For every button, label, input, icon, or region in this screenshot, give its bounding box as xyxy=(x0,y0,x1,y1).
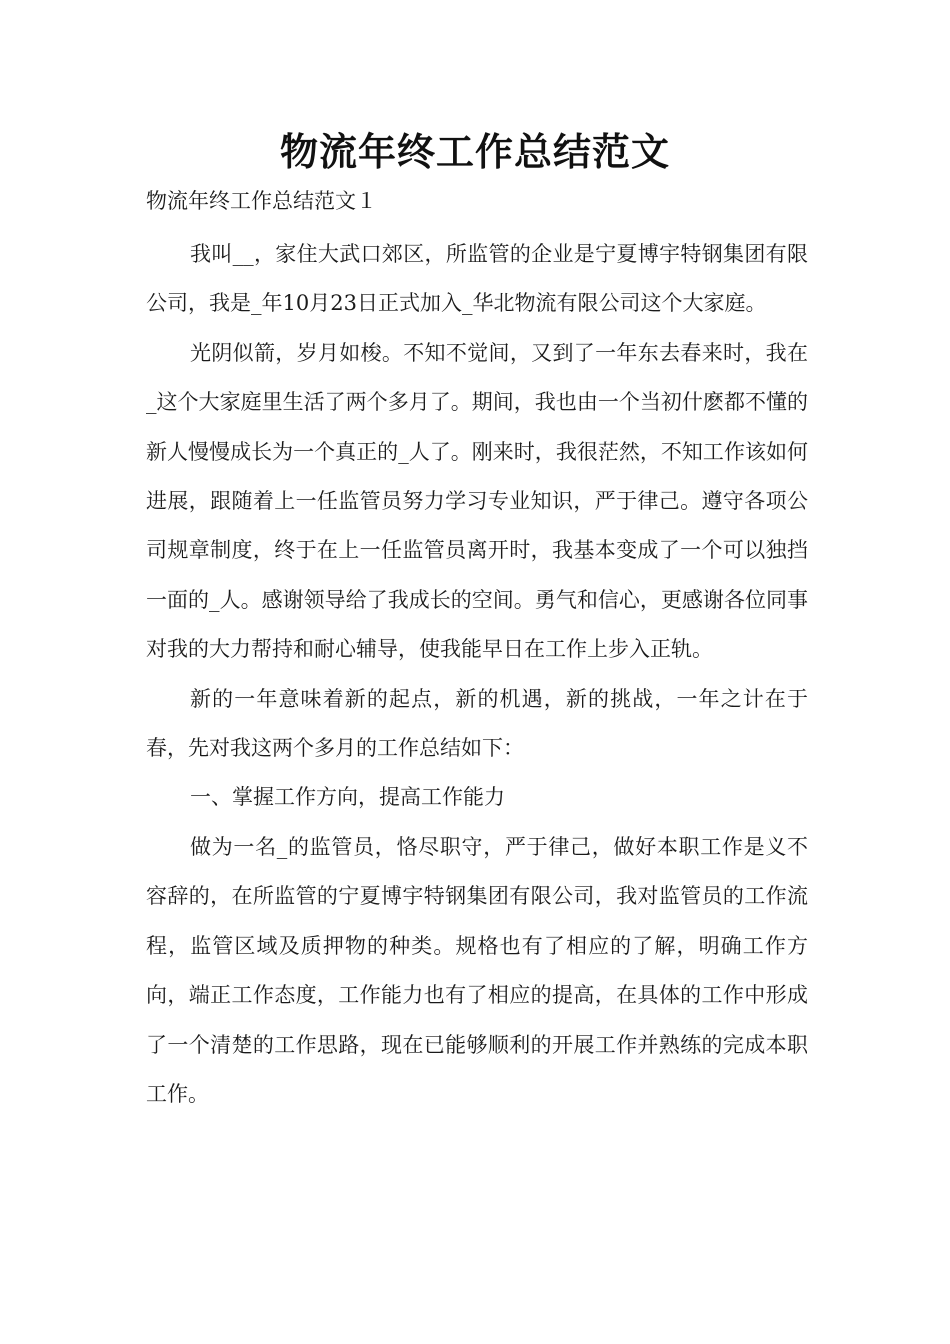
paragraph-intro: 我叫__，家住大武口郊区，所监管的企业是宁夏博宇特钢集团有限公司，我是_年10月23日正式加入_华北物流有限公司这个大家庭。 xyxy=(146,242,808,316)
document-subtitle: 物流年终工作总结范文１ xyxy=(146,189,377,213)
section-heading: 一、掌握工作方向，提高工作能力 xyxy=(190,785,505,810)
document-body xyxy=(146,230,808,1119)
document-title: 物流年终工作总结范文 xyxy=(279,130,670,174)
paragraph-experience: 光阴似箭，岁月如梭。不知不觉间，又到了一年东去春来时，我在_这个大家庭里生活了两个多月了。期间，我也由一个当初什麽都不懂的新人慢慢成长为一个真正的_人了。刚来时，我很茫然，不知工作该如何进展，跟随着上一任监管员努力学习专业知识，严于律己。遵守各项公司规章制度，终于在上一任监管员离开时，我基本变成了一个可以独挡一面的_人。感谢领导给了我成长的空间。勇气和信心，更感谢各位同事对我的大力帮持和耐心辅导，使我能早日在工作上步入正轨。 xyxy=(146,340,808,662)
paragraph-work-direction: 做为一名_的监管员，恪尽职守，严于律己，做好本职工作是义不容辞的，在所监管的宁夏博宇特钢集团有限公司，我对监管员的工作流程，监管区域及质押物的种类。规格也有了相应的了解，明确工作方向，端正工作态度，工作能力也有了相应的提高，在具体的工作中形成了一个清楚的工作思路，现在已能够顺利的开展工作并熟练的完成本职工作。 xyxy=(146,834,808,1106)
paragraph-new-year: 新的一年意味着新的起点，新的机遇，新的挑战，一年之计在于春，先对我这两个多月的工作总结如下： xyxy=(146,686,808,761)
